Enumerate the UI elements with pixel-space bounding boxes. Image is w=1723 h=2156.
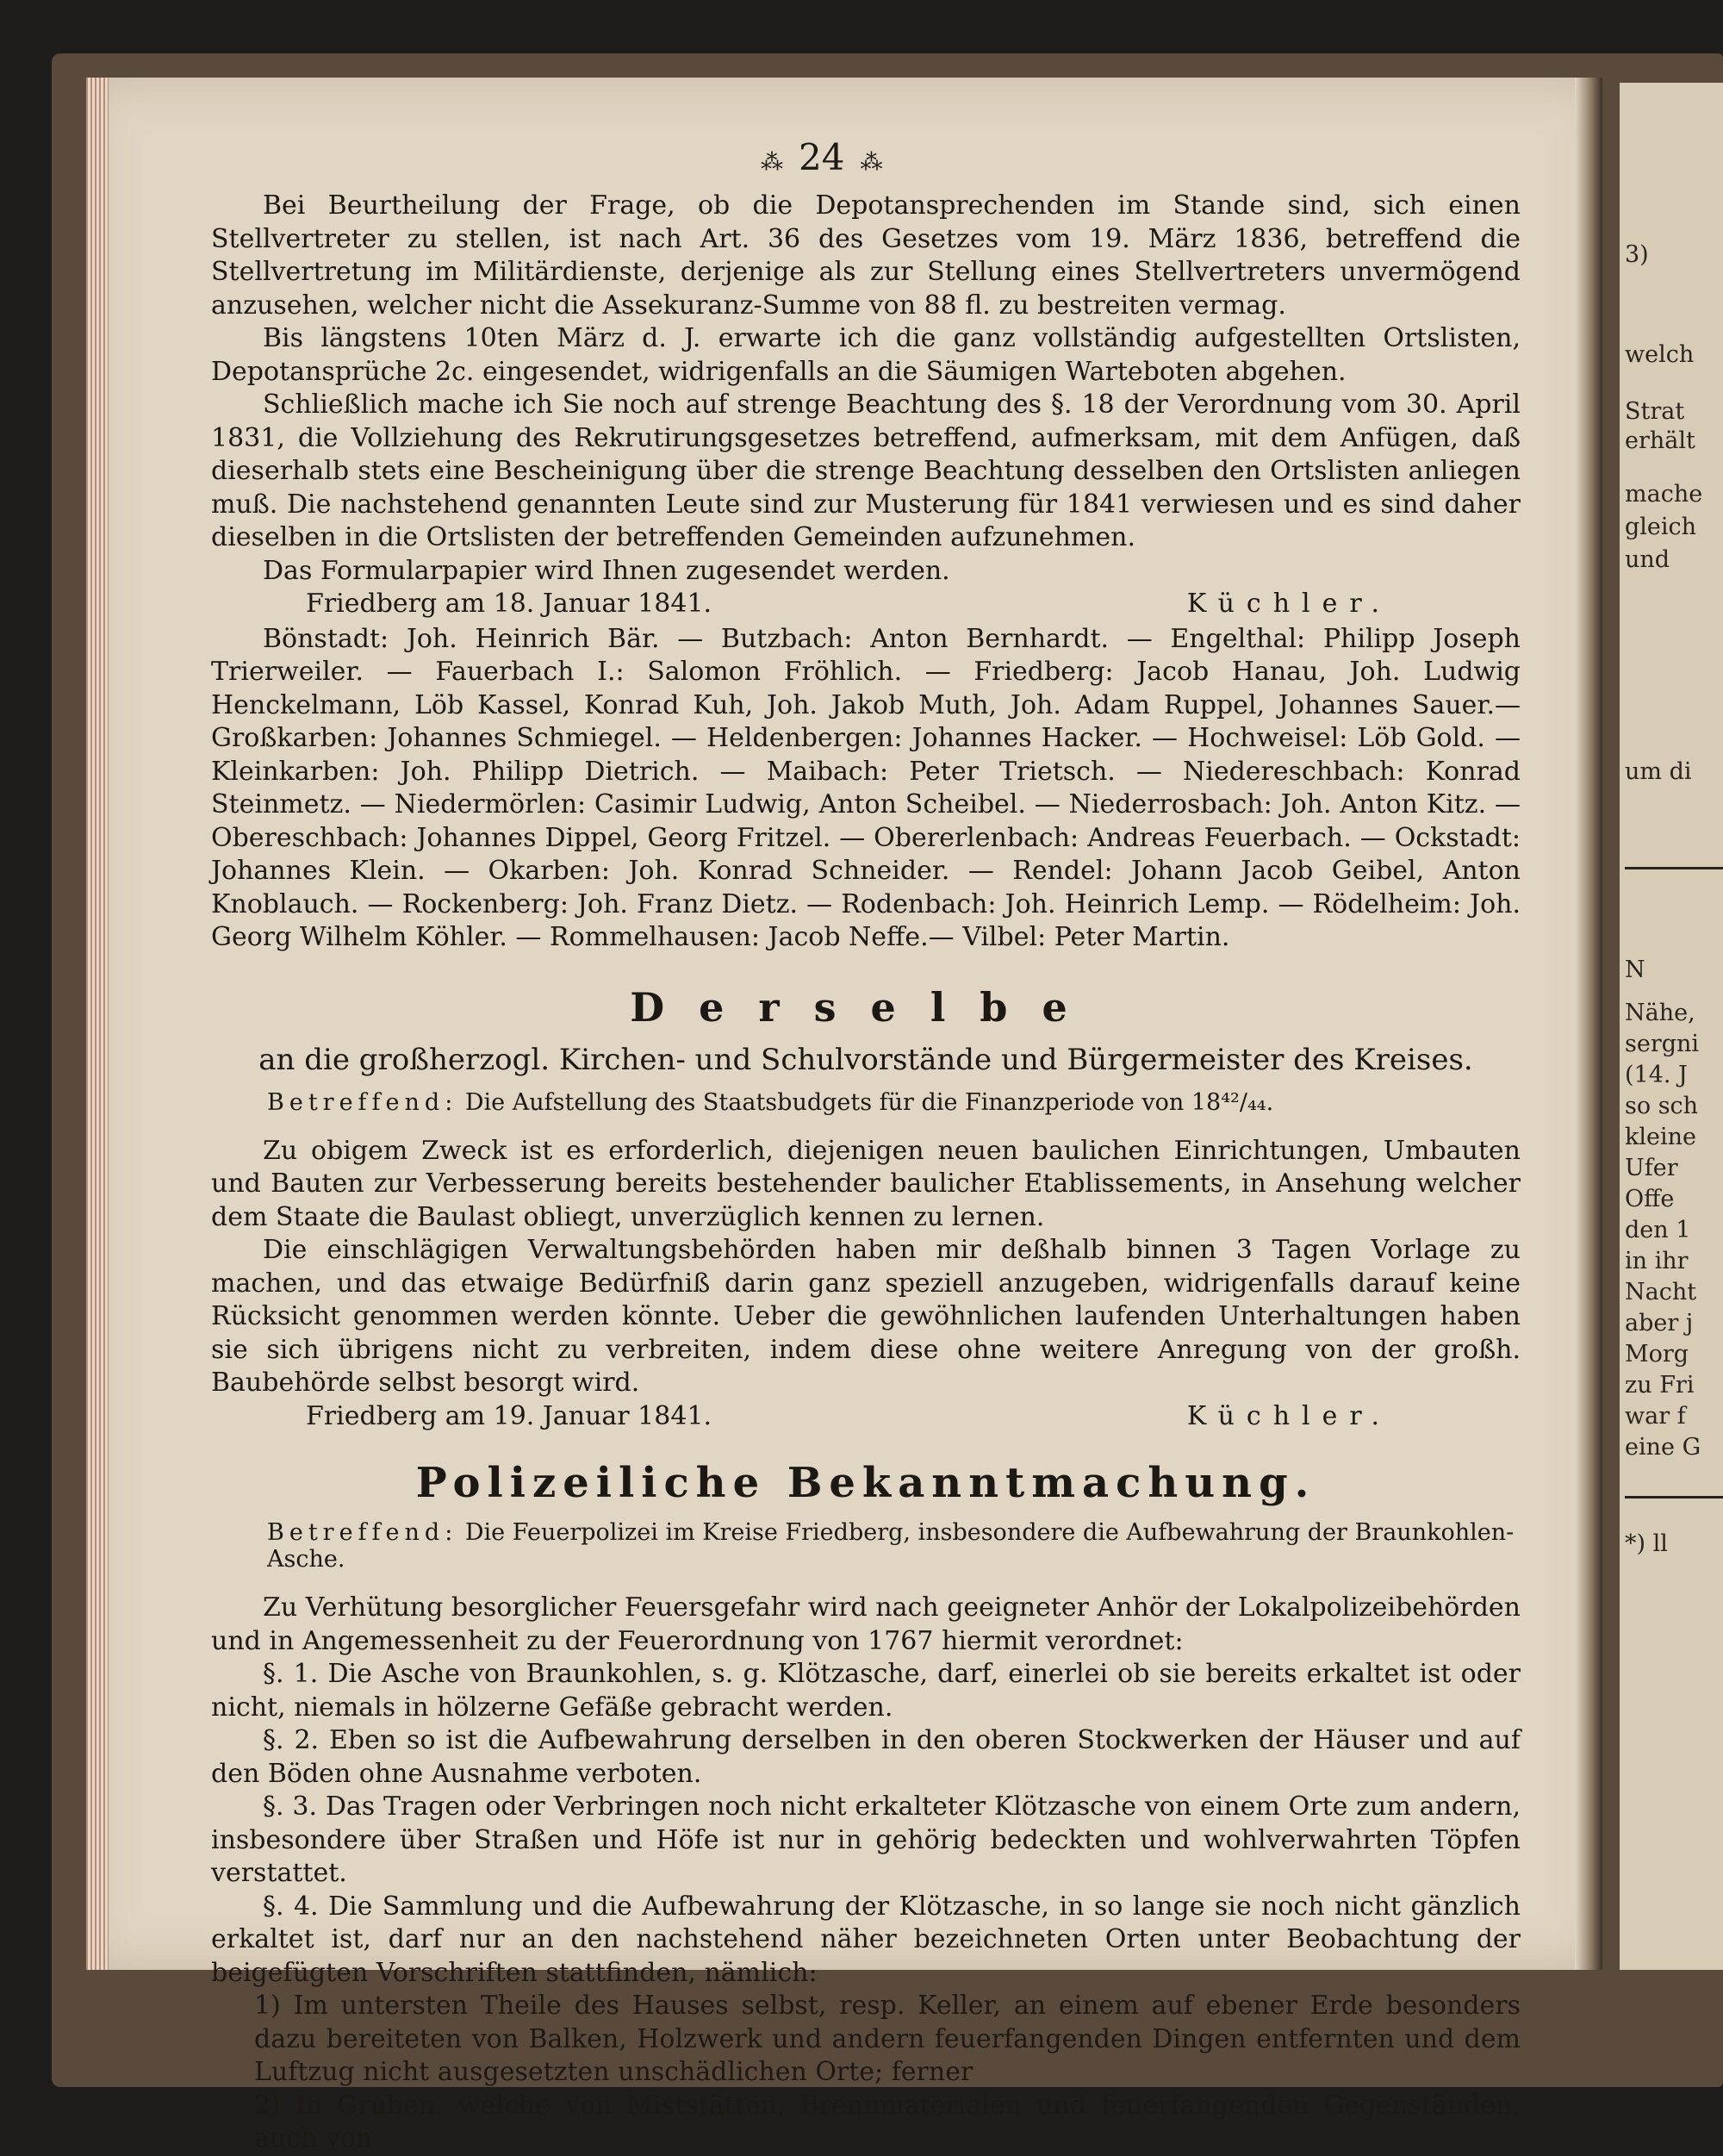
right-page-rule [1625, 1496, 1723, 1499]
police-notice [211, 1459, 1521, 2156]
page-gutter [1575, 78, 1602, 1970]
right-page-text: eine G [1625, 1434, 1701, 1461]
subject-text: Die Feuerpolizei im Kreise Friedberg, insbesondere die Aufbewahrung der Braunkohlen-Asche. [267, 1519, 1515, 1573]
right-page-text: kleine [1625, 1124, 1696, 1150]
page-body [211, 190, 1521, 2156]
page-number-header [745, 136, 898, 178]
letter-recruitment [211, 190, 1521, 955]
right-page-text: *) ll [1625, 1530, 1668, 1557]
paragraph: Zu obigem Zweck ist es erforderlich, diejenigen neuen baulichen Einrichtungen, Umbauten und Bauten zur Verbesserung bereits bestehender baulicher Etablissements, in Ansehung welcher dem Staate die Baulast obliegt, unverzüglich kennen zu lernen. [211, 1135, 1521, 1232]
page-edges [86, 78, 109, 1970]
subject-line [211, 1519, 1521, 1573]
recruit-names-list: Bönstadt: Joh. Heinrich Bär. — Butzbach: Anton Bernhardt. — Engelthal: Philipp Joseph Trierweiler. — Fauerbach I.: Salomon Fröhlich. — Friedberg: Jacob Hanau, Joh. Ludwig Henckelmann, Löb Kassel, Konrad Kuh, Joh. Jakob Muth, Joh. Adam Ruppel, Johannes Sauer.— Großkarben: Johannes Schmiegel. — Heldenbergen: Johannes Hacker. — Hochweisel: Löb Gold. — Kleinkarben: Joh. Philipp Dietrich. — Maibach: Peter Trietsch. — Niedereschbach: Konrad Steinmetz. — Niedermörlen: Casimir Ludwig, Anton Scheibel. — Niederrosbach: Joh. Anton Kitz. — Obereschbach: Johannes Dippel, Georg Fritzel. — Obererlenbach: Andreas Feuerbach. — Ockstadt: Johannes Klein. — Okarben: Joh. Konrad Schneider. — Rendel: Johann Jacob Geibel, Anton Knoblauch. — Rockenberg: Joh. Franz Dietz. — Rodenbach: Joh. Heinrich Lemp. — Rödelheim: Joh. Georg Wilhelm Köhler. — Rommelhausen: Jacob Neffe.— Vilbel: Peter Martin. [211, 623, 1521, 952]
letter-budget [211, 984, 1521, 1434]
right-page-text: N [1625, 956, 1645, 983]
section-subheading: an die großherzogl. Kirchen- und Schulvorstände und Bürgermeister des Kreises. [258, 1042, 1473, 1077]
subject-line [211, 1089, 1521, 1116]
right-page-text: Ufer [1625, 1155, 1678, 1181]
list-item: 1) Im untersten Theile des Hauses selbst, resp. Keller, an einem auf ebener Erde besonders dazu bereiteten von Balken, Holzwerk und andern feuerfangenden Dingen entfernten und dem Luftzug nicht ausgesetzten unschädlichen Orte; ferner [254, 1991, 1521, 2087]
place-date: Friedberg am 18. Januar 1841. [306, 589, 712, 619]
right-page-text: erhält [1625, 427, 1695, 454]
right-page-text: den 1 [1625, 1217, 1691, 1243]
right-page-text: Nähe, [1625, 1000, 1695, 1026]
right-page-text: mache [1625, 481, 1703, 508]
right-page-text: in ihr [1625, 1248, 1689, 1274]
ornament-right: ⁂ [860, 150, 883, 176]
signature: Küchler. [1186, 1400, 1391, 1431]
right-page-text: Offe [1625, 1186, 1675, 1212]
subject-text: Die Aufstellung des Staatsbudgets für die Finanzperiode von 18⁴²/₄₄. [464, 1088, 1274, 1116]
right-page-text: welch [1625, 341, 1695, 368]
right-page-text: zu Fri [1625, 1372, 1695, 1399]
paragraph-section-1: §. 1. Die Asche von Braunkohlen, s. g. Klötzasche, darf, einerlei ob sie bereits erkaltet ist oder nicht, niemals in hölzerne Gefäße gebracht werden. [211, 1659, 1521, 1723]
page-number: 24 [799, 136, 845, 178]
list-item: 2) In Gruben, welche von Miststätten, Brennmaterialen und feuerfangenden Gegenständen, auch von [254, 2090, 1521, 2153]
subject-label: Betreffend: [267, 1088, 458, 1116]
right-page-text: sergni [1625, 1031, 1700, 1057]
paragraph: Das Formularpapier wird Ihnen zugesendet werden. [263, 555, 950, 586]
right-page-text: 3) [1625, 241, 1649, 268]
right-page-text: (14. J [1625, 1062, 1688, 1088]
right-page-text: Morg [1625, 1341, 1689, 1368]
signature: Küchler. [1186, 589, 1391, 619]
right-page-text: aber j [1625, 1310, 1694, 1337]
right-page-text: um di [1625, 758, 1692, 785]
right-page-text: Strat [1625, 398, 1685, 425]
ornament-left: ⁂ [761, 150, 783, 176]
right-page-text: Nacht [1625, 1279, 1697, 1305]
right-page-text: so sch [1625, 1093, 1699, 1119]
right-page-text: und [1625, 546, 1670, 573]
paragraph: Die einschlägigen Verwaltungsbehörden haben mir deßhalb binnen 3 Tagen Vorlage zu machen, und das etwaige Bedürfniß darin ganz speziell anzugeben, widrigenfalls darauf keine Rücksicht genommen werden könnte. Ueber die gewöhnlichen laufenden Unterhaltungen haben sie sich übrigens nicht zu verbreiten, indem diese ohne weitere Anregung von der großh. Baubehörde selbst besorgt wird. [211, 1235, 1521, 1398]
signature-line [211, 1400, 1521, 1434]
paragraph-section-3: §. 3. Das Tragen oder Verbringen noch nicht erkalteter Klötzasche von einem Orte zum andern, insbesondere über Straßen und Höfe ist nur in gehörig bedeckten und wohlverwahrten Töpfen verstattet. [211, 1791, 1521, 1888]
paragraph: Schließlich mache ich Sie noch auf strenge Beachtung des §. 18 der Verordnung vom 30. April 1831, die Vollziehung des Rekrutirungsgesetzes betreffend, aufmerksam, mit dem Anfügen, daß dieserhalb stets eine Bescheinigung über die strenge Beachtung desselben den Ortslisten anliegen muß. Die nachstehend genannten Leute sind zur Musterung für 1841 verwiesen und es sind daher dieselben in die Ortslisten der betreffenden Gemeinden aufzunehmen. [211, 389, 1521, 552]
right-page-rule [1625, 867, 1723, 869]
place-date: Friedberg am 19. Januar 1841. [306, 1400, 712, 1431]
signature-line [211, 588, 1521, 621]
paragraph: Bei Beurtheilung der Frage, ob die Depotansprechenden im Stande sind, sich einen Stellvertreter zu stellen, ist nach Art. 36 des Gesetzes vom 19. März 1836, betreffend die Stellvertretung im Militärdienste, derjenige als zur Stellung eines Stellvertreters unvermögend anzusehen, welcher nicht die Assekuranz-Summe von 88 fl. zu bestreiten vermag. [211, 190, 1521, 321]
paragraph-section-2: §. 2. Eben so ist die Aufbewahrung derselben in den oberen Stockwerken der Häuser und auf den Böden ohne Ausnahme verboten. [211, 1725, 1521, 1789]
paragraph: Bis längstens 10ten März d. J. erwarte ich die ganz vollständig aufgestellten Ortslisten, Depotansprüche 2c. eingesendet, widrigenfalls an die Säumigen Warteboten abgehen. [211, 323, 1521, 387]
paragraph-section-4: §. 4. Die Sammlung und die Aufbewahrung der Klötzasche, in so lange sie noch nicht gänzlich erkaltet ist, darf nur an den nachstehend näher bezeichneten Orten unter Beobachtung der beigefügten Vorschriften stattfinden, nämlich: [211, 1891, 1521, 1988]
section-heading: Polizeiliche Bekanntmachung. [415, 1459, 1316, 1507]
paragraph: Zu Verhütung besorglicher Feuersgefahr wird nach geeigneter Anhör der Lokalpolizeibehörden und in Angemessenheit zu der Feuerordnung von 1767 hiermit verordnet: [211, 1592, 1521, 1656]
right-page-text: war f [1625, 1403, 1686, 1430]
subject-label: Betreffend: [267, 1519, 458, 1546]
right-page-fragment [1620, 83, 1723, 1970]
right-page-text: gleich [1625, 514, 1697, 540]
section-heading: Derselbe [630, 983, 1102, 1031]
